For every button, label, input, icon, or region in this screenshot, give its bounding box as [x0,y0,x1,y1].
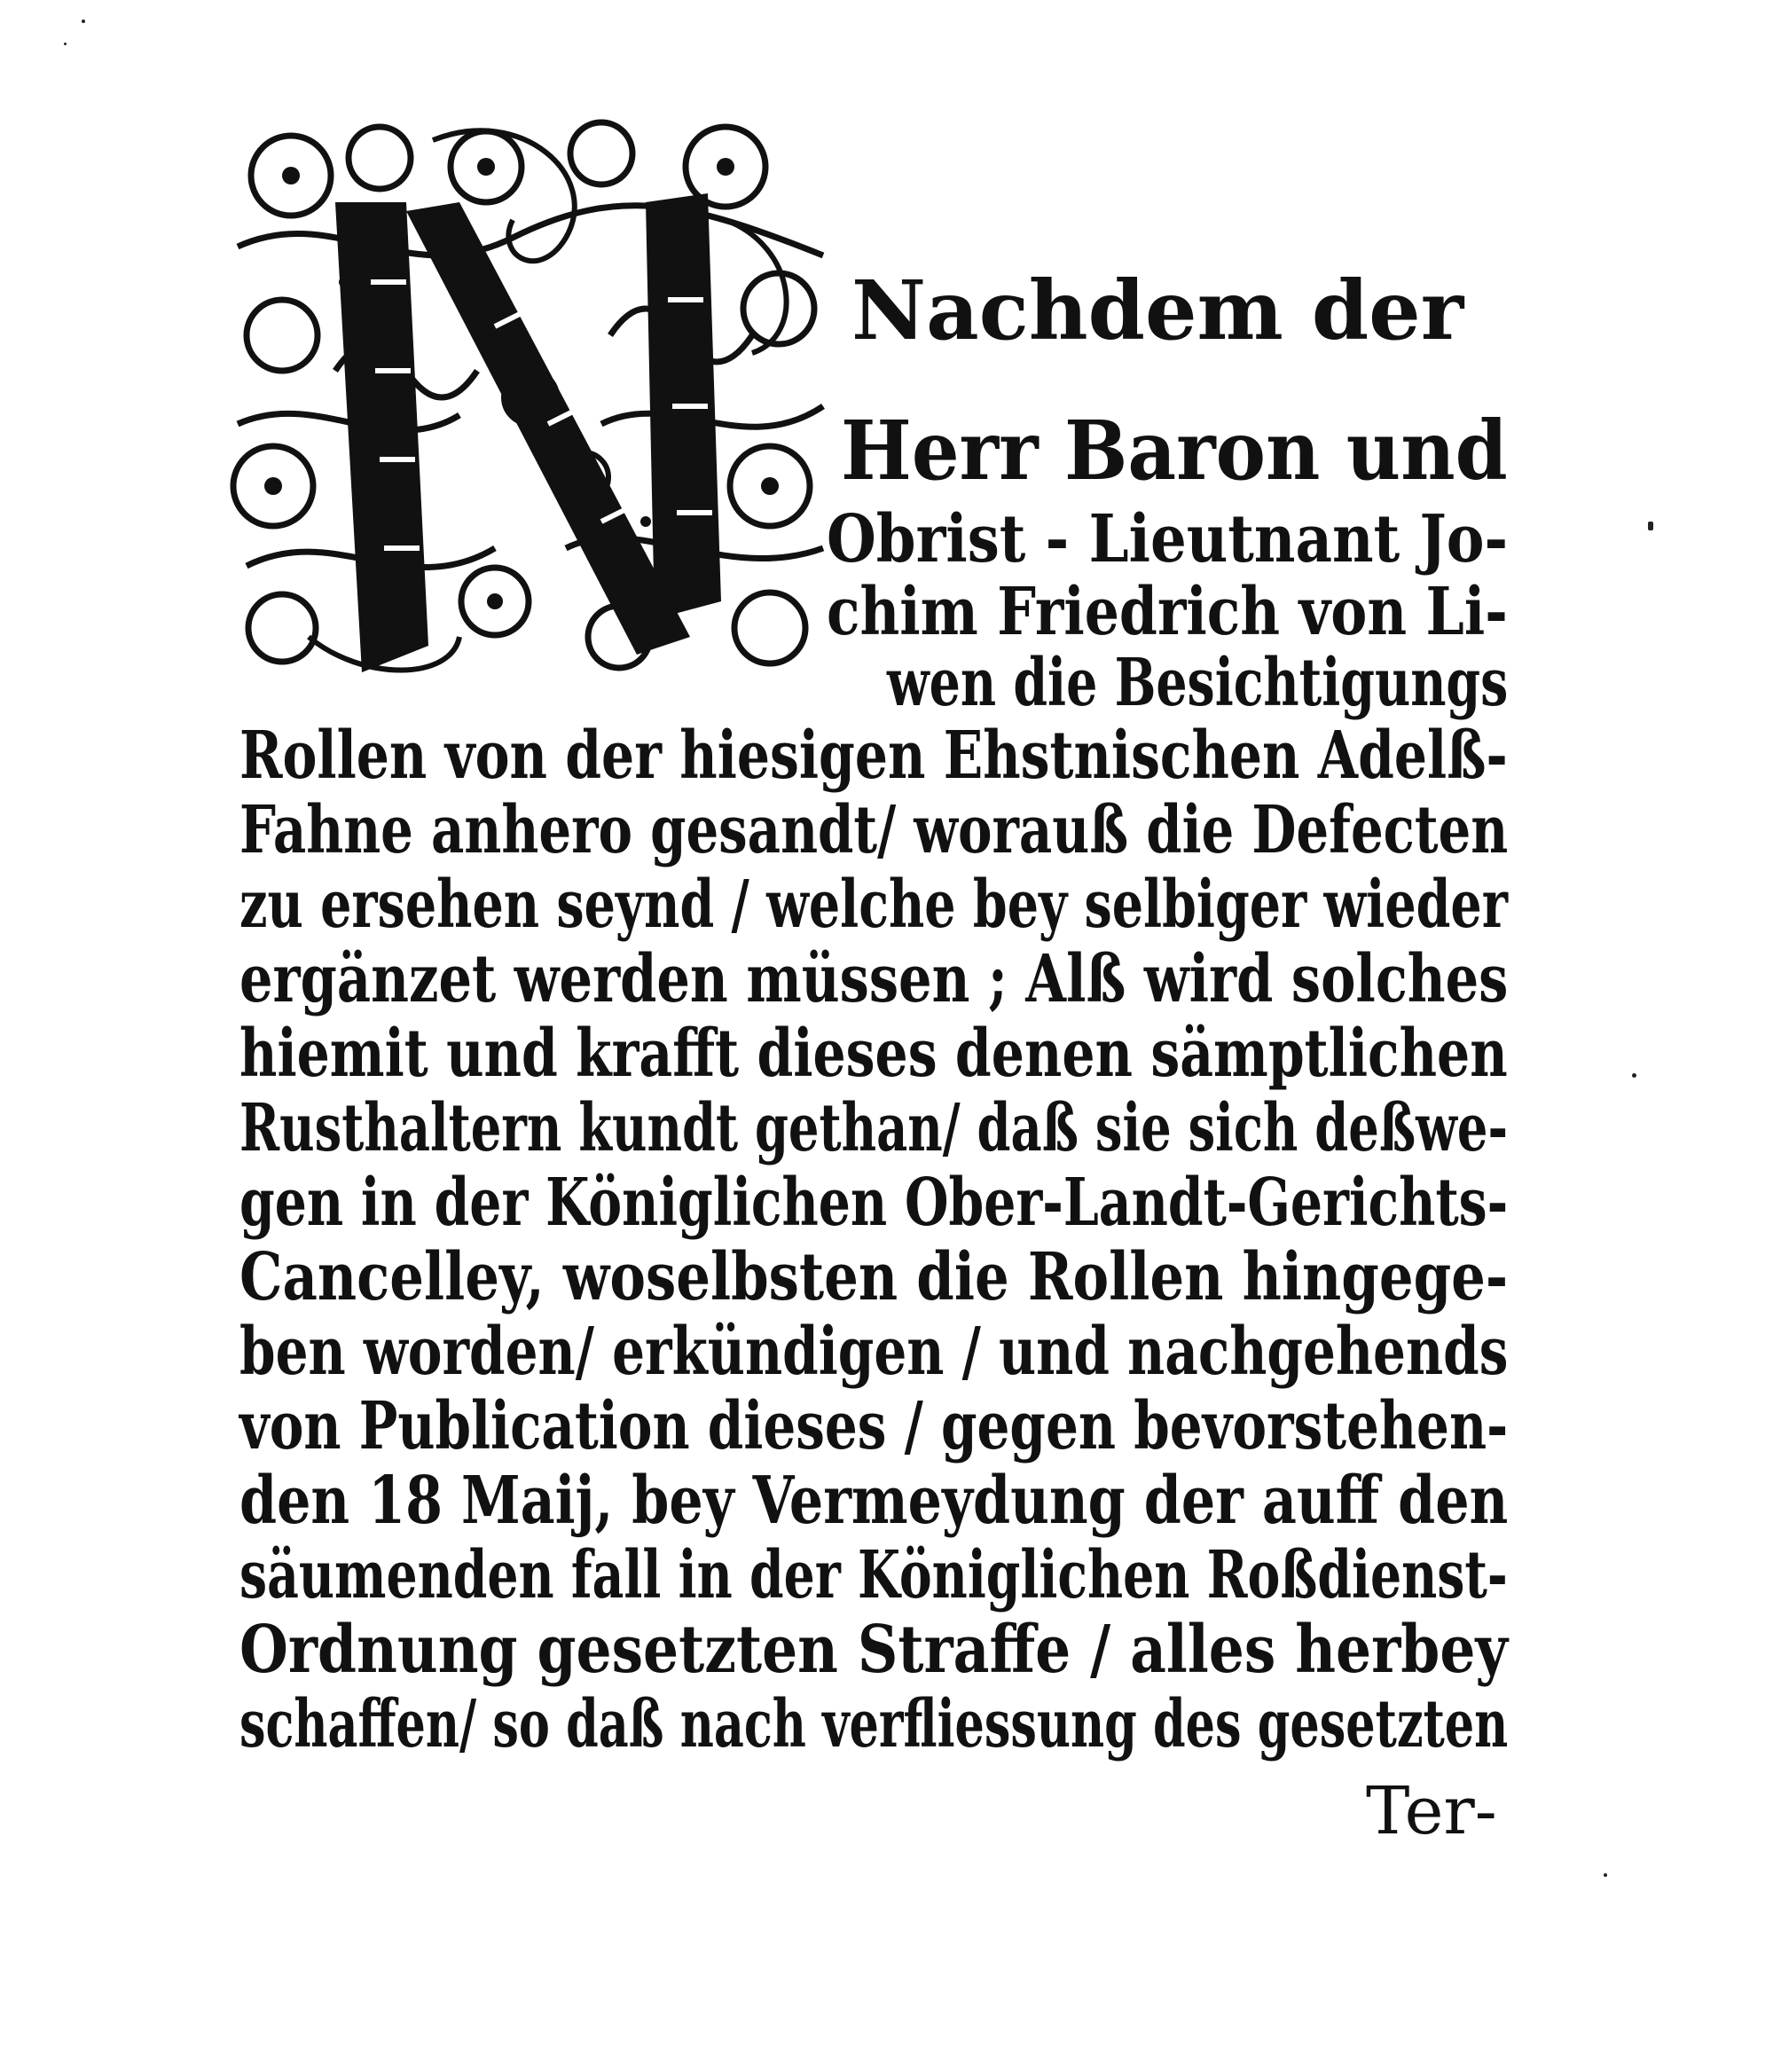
body-line-6: Rusthaltern kundt gethan/ daß sie sich deßwe- [239,1090,1509,1166]
opening-line-5: wen die Besichtigungs [887,645,1509,721]
body-line-13: Ordnung gesetzten Straffe / alles herbey [239,1612,1509,1688]
scan-speck [1604,1873,1607,1877]
body-line-10: von Publication dieses / gegen bevorstehen- [239,1388,1509,1464]
body-line-9: ben worden/ erkündigen / und nachgehends [239,1314,1509,1390]
opening-line-2: Herr Baron und [841,403,1508,498]
decorated-initial [229,105,832,690]
body-line-1: Rollen von der hiesigen Ehstnischen Adelß- [239,718,1508,794]
scan-speck [1632,1073,1636,1078]
ornamental-initial-n-icon [229,105,832,690]
scan-speck [64,43,67,45]
scan-speck [1648,522,1653,530]
body-line-3: zu ersehen seynd / welche bey selbiger wieder [239,867,1508,943]
body-line-4: ergänzet werden müssen ; Alß wird solches [239,941,1509,1017]
catchword: Ter- [1366,1773,1497,1849]
opening-line-1: Nachdem der [851,263,1464,358]
body-line-12: säumenden fall in der Königlichen Roßdienst- [239,1537,1508,1613]
body-line-11: den 18 Maij, bey Vermeydung der auff den [239,1463,1509,1539]
body-line-8: Cancelley, woselbsten die Rollen hingege- [239,1239,1509,1315]
opening-line-4: chim Friedrich von Li- [827,574,1508,650]
body-line-14: schaffen/ so daß nach verfliessung des gesetzten [239,1686,1509,1762]
body-line-5: hiemit und krafft dieses denen sämptlichen [239,1016,1508,1092]
opening-line-3: Obrist - Lieutnant Jo- [827,501,1509,577]
body-line-7: gen in der Königlichen Ober-Landt-Gerichts- [239,1165,1509,1241]
body-line-2: Fahne anhero gesandt/ worauß die Defecten [239,792,1509,868]
scan-speck [82,20,85,23]
